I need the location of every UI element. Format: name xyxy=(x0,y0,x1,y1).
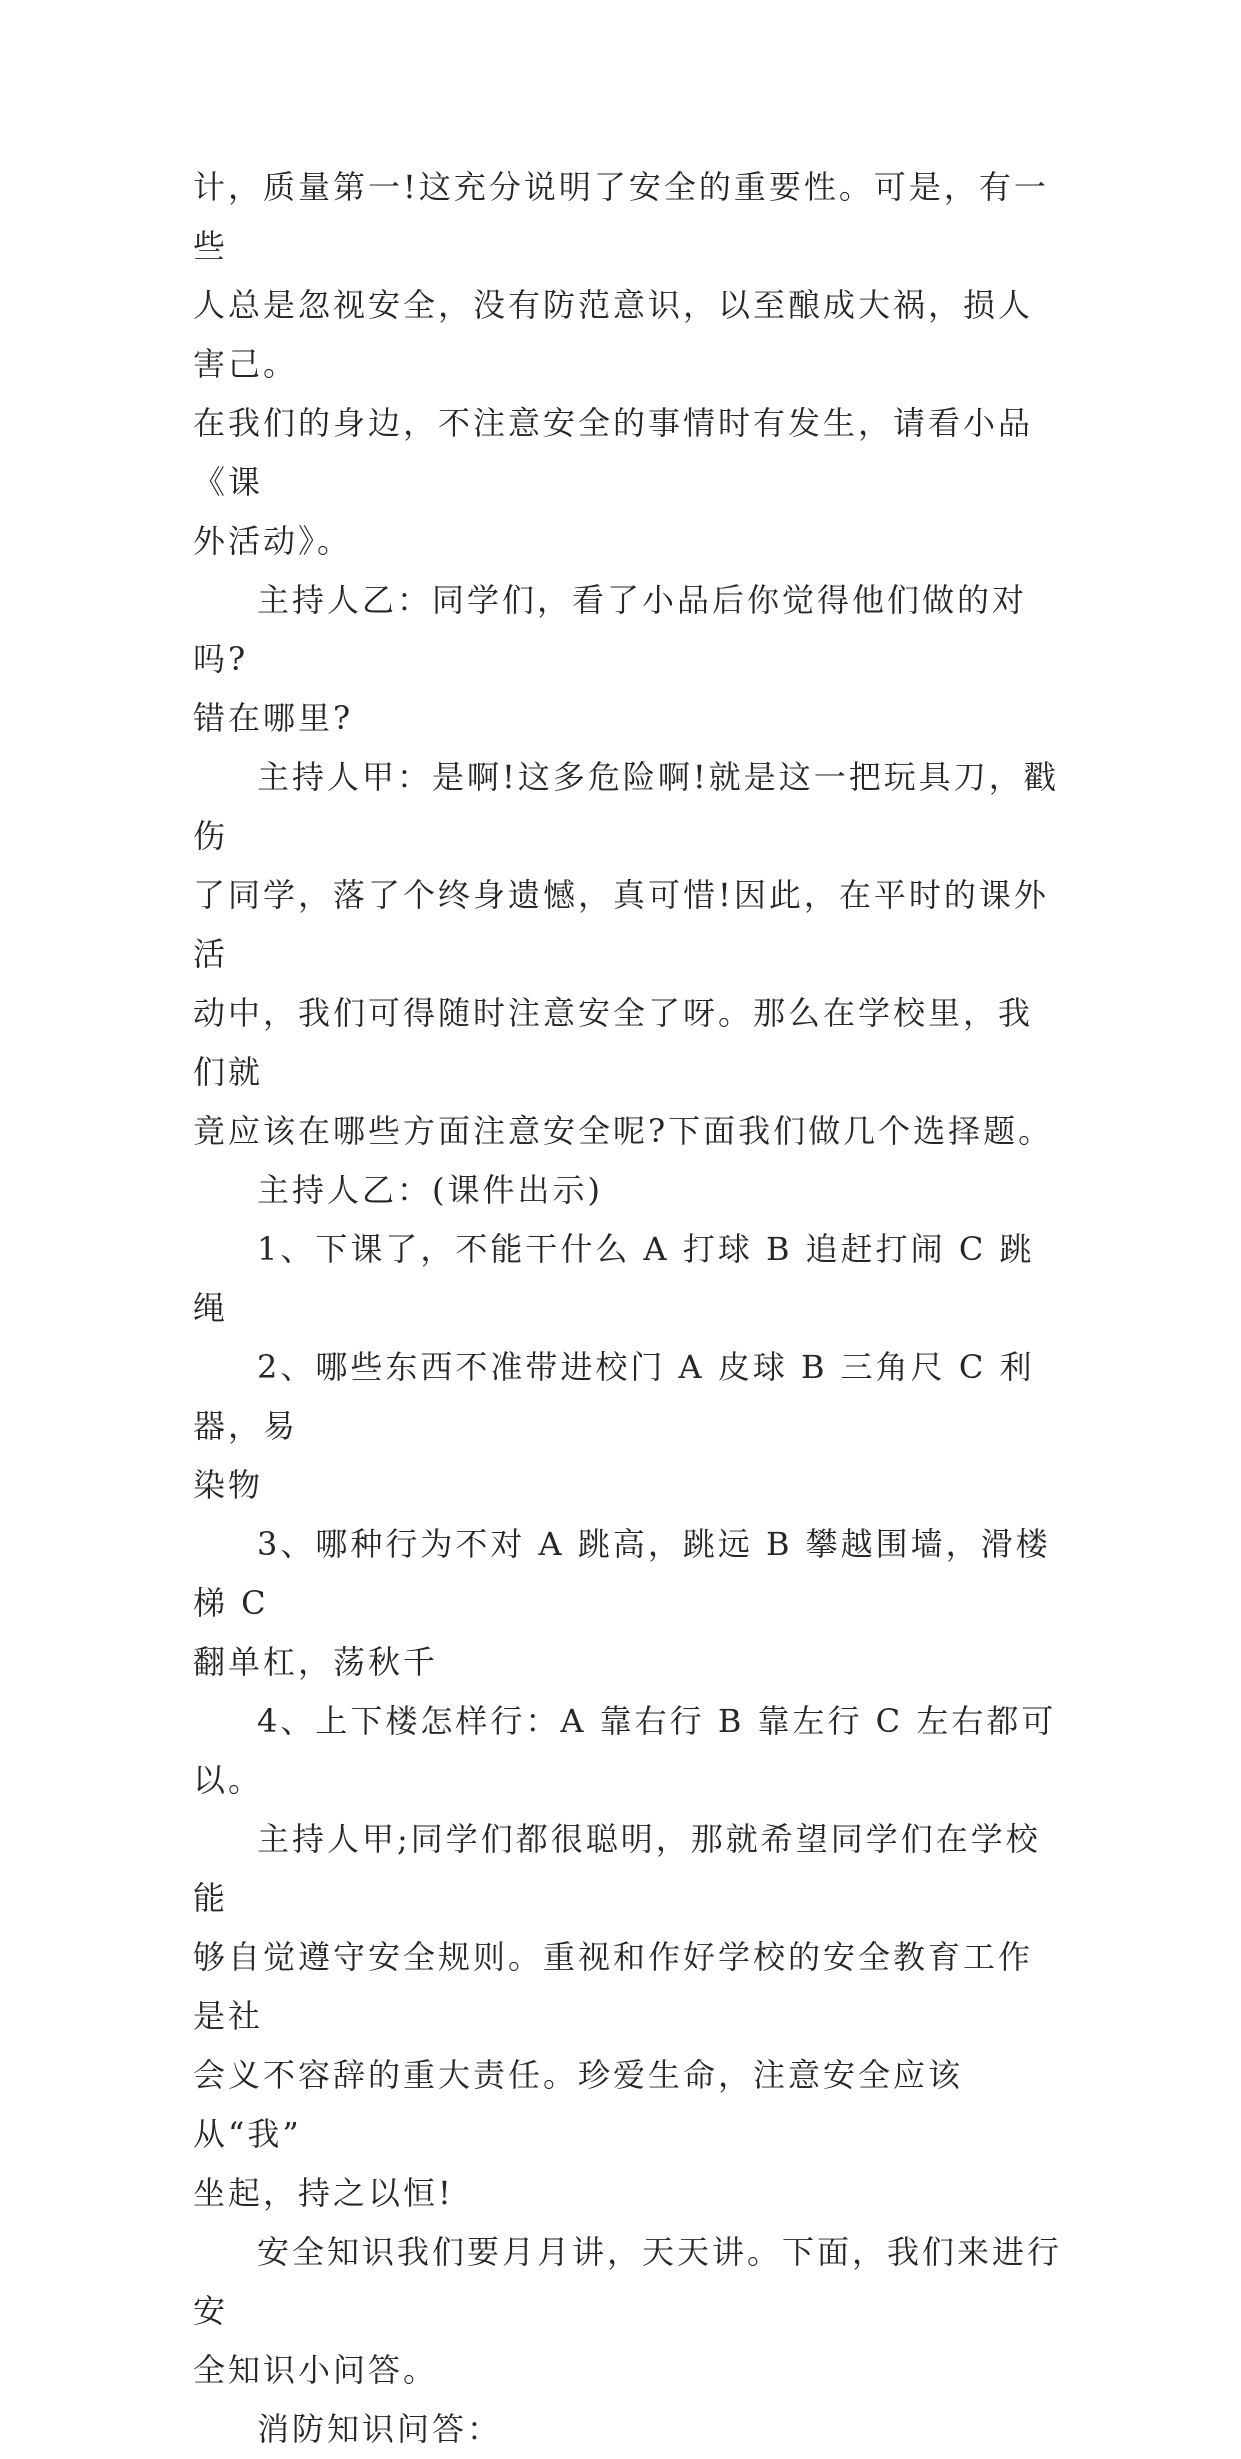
paragraph-safety-knowledge: 安全知识我们要月月讲，天天讲。下面，我们来进行安 全知识小问答。 xyxy=(193,2233,1063,2389)
paragraph-quiz-item-1: 1、下课了，不能干什么 A 打球 B 追赶打闹 C 跳绳 xyxy=(193,1230,1035,1327)
paragraph-host-a-conclusion: 主持人甲;同学们都很聪明，那就希望同学们在学校能 够自觉遵守安全规则。重视和作好学校的安全教育工作是社 会义不容辞的重大责任。珍爱生命，注意安全应该从“我” 坐起，持之以恒! xyxy=(193,1820,1041,2212)
paragraph-host-a-toy-knife: 主持人甲：是啊!这多危险啊!就是这一把玩具刀，戳伤 了同学，落了个终身遗憾，真可惜!因此，在平时的课外活 动中，我们可得随时注意安全了呀。那么在学校里，我们就 竟应该在哪些方面注意安全呢?下面我们做几个选择题。 xyxy=(193,758,1059,1150)
paragraph-intro-continued: 计，质量第一!这充分说明了安全的重要性。可是，有一些 人总是忽视安全，没有防范意识，以至酿成大祸，损人害己。 在我们的身边，不注意安全的事情时有发生，请看小品《课 外活动》。 xyxy=(193,168,1049,560)
paragraph-host-b-courseware: 主持人乙：(课件出示) xyxy=(257,1171,603,1209)
paragraph-quiz-item-3: 3、哪种行为不对 A 跳高，跳远 B 攀越围墙，滑楼梯 C 翻单杠，荡秋千 xyxy=(193,1525,1051,1681)
paragraph-host-b-question: 主持人乙：同学们，看了小品后你觉得他们做的对吗? 错在哪里? xyxy=(193,581,1028,737)
paragraph-quiz-item-2: 2、哪些东西不准带进校门 A 皮球 B 三角尺 C 利器，易 染物 xyxy=(193,1348,1035,1504)
paragraph-fire-safety-heading: 消防知识问答： xyxy=(257,2410,503,2448)
document-body xyxy=(193,158,1063,2459)
paragraph-quiz-item-4: 4、上下楼怎样行：A 靠右行 B 靠左行 C 左右都可以。 xyxy=(193,1702,1057,1799)
